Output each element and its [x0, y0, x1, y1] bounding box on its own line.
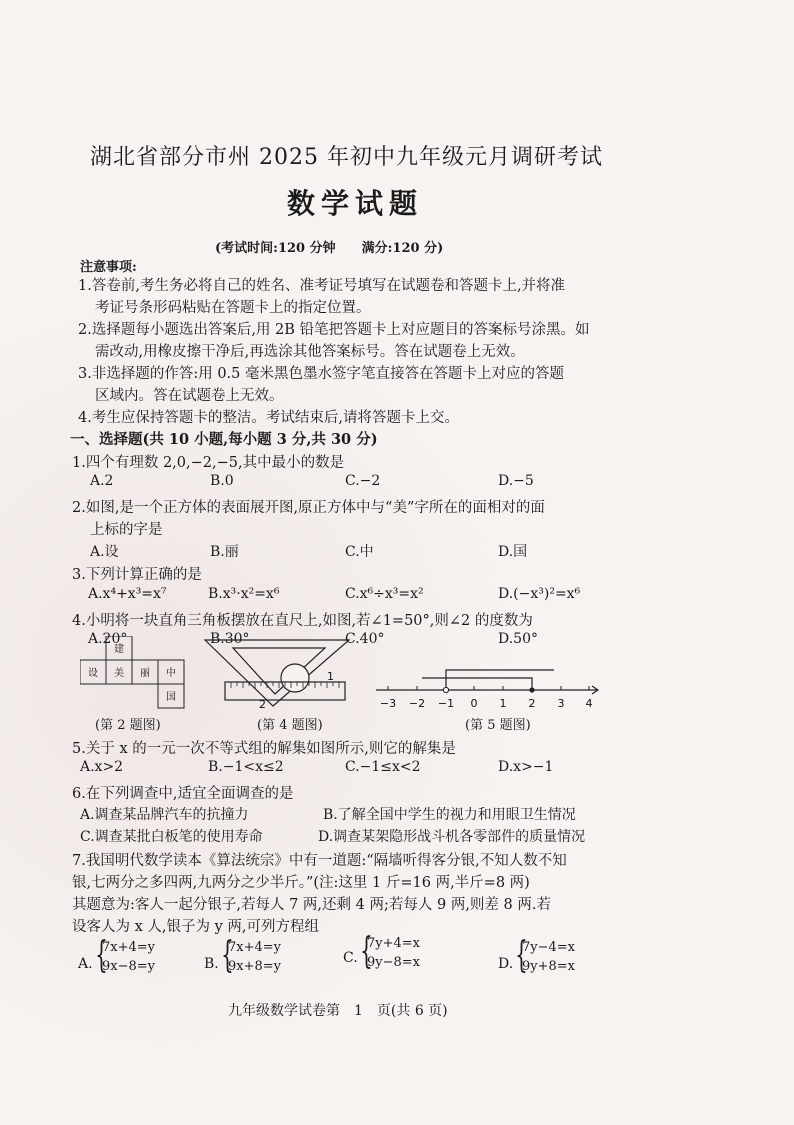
note-line: 2.选择题每小题选出答案后,用 2B 铅笔把答题卡上对应题目的答案标号涂黑。如	[78, 322, 590, 338]
tick-label: 1	[499, 697, 507, 710]
note-line: 1.答卷前,考生务必将自己的姓名、准考证号填写在试题卷和答题卡上,并将准	[78, 278, 566, 294]
question-7-line: 银,七两分之多四两,九两分之少半斤。”(注:这里 1 斤=16 两,半斤=8 两)	[72, 875, 530, 891]
q3-option-c: C.x⁶÷x³=x²	[345, 586, 424, 602]
tick-label: 3	[557, 697, 565, 710]
q3-option-a: A.x⁴+x³=x⁷	[88, 586, 167, 602]
q4-option-b: B.30°	[210, 631, 250, 647]
q7-option-c-system	[367, 934, 420, 972]
brace-icon: {	[221, 935, 234, 976]
question-7-line: 设客人为 x 人,银子为 y 两,可列方程组	[72, 919, 320, 935]
exam-title: 湖北省部分市州 2025 年初中九年级元月调研考试	[90, 145, 603, 170]
note-line: 4.考生应保持答题卡的整洁。考试结束后,请将答题卡上交。	[78, 410, 459, 426]
tick-label: 0	[470, 697, 478, 710]
q2-option-a: A.设	[90, 544, 119, 560]
q7-option-a-label: A.	[78, 956, 93, 972]
page-footer: 九年级数学试卷第 1 页(共 6 页)	[228, 1003, 448, 1019]
equation: 9x−8=y	[102, 959, 156, 974]
brace-icon: {	[515, 935, 528, 976]
q2-option-c: C.中	[345, 544, 374, 560]
q7-option-b-label: B.	[204, 956, 219, 972]
note-line: 考证号条形码粘贴在答题卡上的指定位置。	[95, 300, 371, 316]
note-line: 区域内。答在试题卷上无效。	[95, 388, 284, 404]
q7-option-d-system	[522, 938, 575, 976]
question-2-stem: 2.如图,是一个正方体的表面展开图,原正方体中与“美”字所在的面相对的面	[72, 500, 545, 516]
closed-dot-icon	[529, 687, 534, 692]
brace-icon: {	[360, 931, 373, 972]
open-dot-icon	[443, 687, 448, 692]
q1-option-d: D.−5	[498, 473, 534, 489]
brace-icon: {	[95, 935, 108, 976]
equation: 9y−8=x	[367, 955, 421, 970]
q7-option-a-system	[102, 938, 155, 976]
cube-cell: 国	[166, 692, 176, 703]
equation: 9x+8=y	[228, 959, 282, 974]
question-4-stem: 4.小明将一块直角三角板摆放在直尺上,如图,若∠1=50°,则∠2 的度数为	[72, 613, 533, 629]
q6-option-d: D.调查某架隐形战斗机各零部件的质量情况	[318, 829, 586, 845]
q7-option-d-label: D.	[498, 956, 514, 972]
figure-2-cube-net	[80, 636, 200, 712]
tick-label: 4	[585, 697, 593, 710]
equation: 7x+4=y	[228, 940, 282, 955]
angle-1-label: 1	[327, 670, 334, 683]
angle-2-label: 2	[259, 698, 266, 711]
cube-cell: 建	[114, 644, 124, 655]
notes-heading: 注意事项:	[80, 260, 137, 275]
question-5-stem: 5.关于 x 的一元一次不等式组的解集如图所示,则它的解集是	[72, 741, 456, 757]
tick-label: −3	[379, 697, 397, 710]
q7-option-b-system	[228, 938, 281, 976]
question-3-stem: 3.下列计算正确的是	[72, 567, 202, 583]
q4-option-d: D.50°	[498, 631, 538, 647]
q6-option-a: A.调查某品牌汽车的抗撞力	[80, 807, 249, 823]
figure-5-number-line	[372, 660, 604, 712]
q1-option-c: C.−2	[345, 473, 381, 489]
q4-option-a: A.20°	[88, 631, 128, 647]
q1-option-b: B.0	[210, 473, 234, 489]
q5-option-b: B.−1<x≤2	[208, 759, 284, 775]
q5-option-c: C.−1≤x<2	[345, 759, 421, 775]
equation: 7y+4=x	[367, 936, 421, 951]
tick-label: 2	[528, 697, 536, 710]
tick-label: −1	[437, 697, 455, 710]
q6-option-b: B.了解全国中学生的视力和用眼卫生情况	[323, 807, 576, 823]
question-2-stem-cont: 上标的字是	[90, 522, 163, 538]
question-6-stem: 6.在下列调查中,适宜全面调查的是	[72, 786, 294, 802]
note-line: 3.非选择题的作答:用 0.5 毫米黑色墨水签字笔直接答在答题卡上对应的答题	[78, 366, 564, 382]
figure-4-caption: (第 4 题图)	[257, 718, 323, 733]
exam-info: (考试时间:120 分钟 满分:120 分)	[215, 241, 444, 256]
figure-4-triangle-ruler	[203, 636, 353, 714]
q2-option-d: D.国	[498, 544, 528, 560]
question-1-stem: 1.四个有理数 2,0,−2,−5,其中最小的数是	[72, 455, 345, 471]
note-line: 需改动,用橡皮擦干净后,再选涂其他答案标号。答在试题卷上无效。	[95, 344, 525, 360]
cube-cell: 设	[88, 668, 98, 679]
q5-option-d: D.x>−1	[498, 759, 554, 775]
question-7-line: 7.我国明代数学读本《算法统宗》中有一道题:“隔墙听得客分银,不知人数不知	[72, 853, 567, 869]
section-heading: 一、选择题(共 10 小题,每小题 3 分,共 30 分)	[70, 431, 378, 448]
subject-title: 数学试题	[287, 187, 424, 220]
q3-option-b: B.x³·x²=x⁶	[208, 586, 280, 602]
cube-cell: 美	[114, 668, 124, 679]
q7-option-c-label: C.	[343, 950, 358, 966]
tick-label: −2	[408, 697, 426, 710]
q1-option-a: A.2	[90, 473, 114, 489]
figure-5-caption: (第 5 题图)	[465, 718, 531, 733]
q2-option-b: B.丽	[210, 544, 239, 560]
question-7-line: 其题意为:客人一起分银子,若每人 7 两,还剩 4 两;若每人 9 两,则差 8 两.若	[72, 897, 551, 913]
q4-option-c: C.40°	[345, 631, 385, 647]
figure-2-caption: (第 2 题图)	[95, 718, 161, 733]
cube-cell: 丽	[140, 668, 150, 679]
cube-cell: 中	[166, 668, 176, 679]
q3-option-d: D.(−x³)²=x⁶	[498, 586, 581, 602]
q5-option-a: A.x>2	[80, 759, 124, 775]
equation: 7x+4=y	[102, 940, 156, 955]
q6-option-c: C.调查某批白板笔的使用寿命	[80, 829, 263, 845]
equation: 7y−4=x	[522, 940, 576, 955]
equation: 9y+8=x	[522, 959, 576, 974]
